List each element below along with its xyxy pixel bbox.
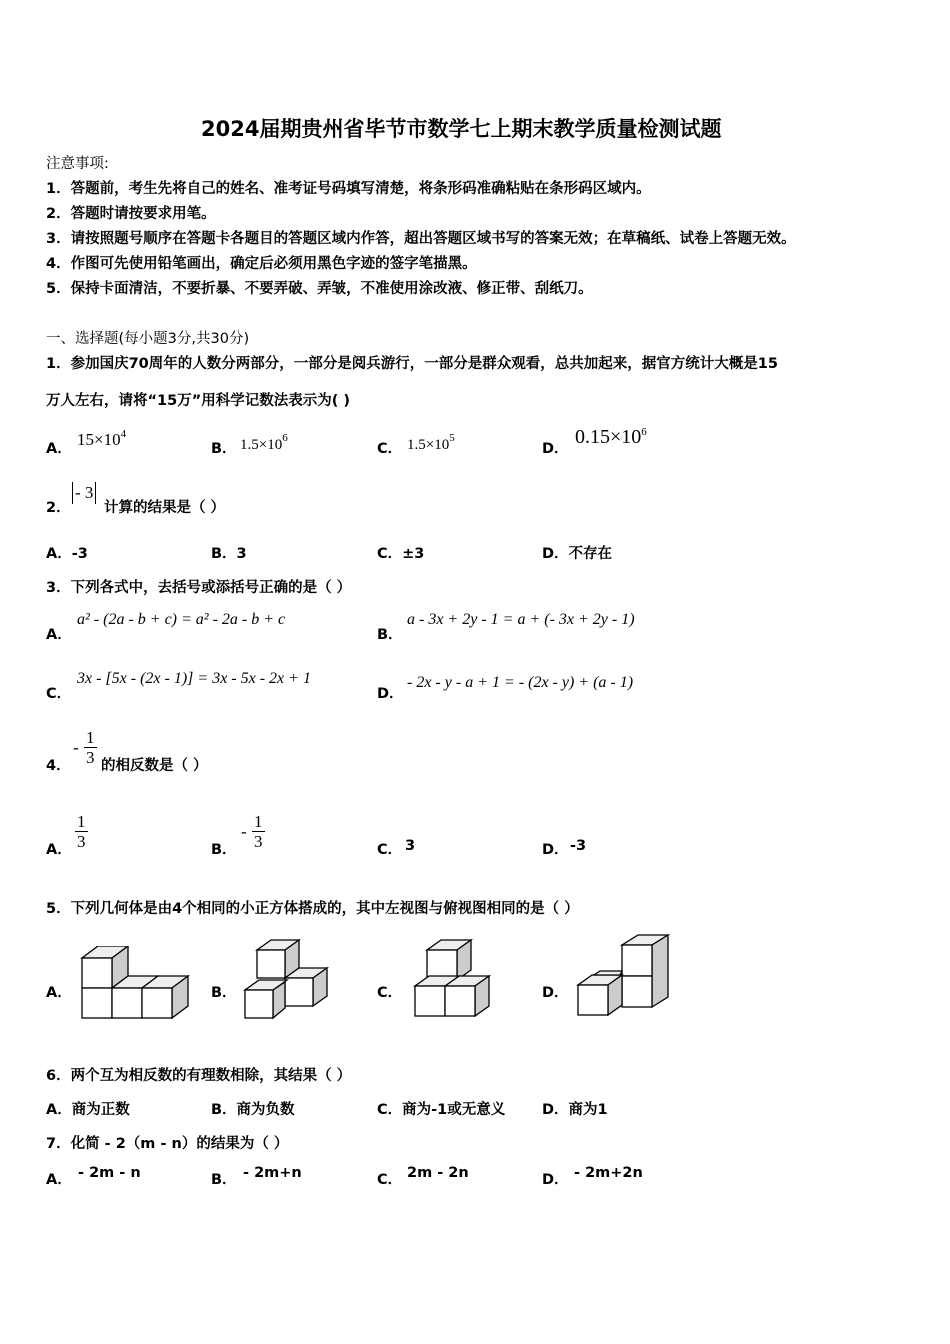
q4-frac-denominator: 3 — [86, 748, 95, 767]
q2-option-b: B．3 — [211, 546, 247, 562]
q7-option-label: C． — [377, 1172, 403, 1188]
q6-option-d: D．商为1 — [542, 1102, 608, 1118]
q4-option-b-fraction: $\frac{1}{3}$ — [254, 812, 263, 851]
q4-number: 4． — [46, 758, 71, 774]
notice-item: 3．请按照题号顺序在答题卡各题目的答题区域内作答，超出答题区域书写的答案无效；在草稿纸、试卷上答题无效。 — [46, 231, 796, 247]
q2-option-a: A．-3 — [46, 546, 88, 562]
q4-option-d: -3 — [570, 838, 587, 854]
q4-stem: 的相反数是（ ） — [101, 758, 208, 774]
q5-option-label: B． — [211, 985, 237, 1001]
q4-option-a-fraction: $\frac{1}{3}$ — [77, 812, 86, 851]
q2-number: 2． — [46, 500, 71, 516]
q4-option-label: B． — [211, 842, 237, 858]
q5-stem: 5．下列几何体是由4个相同的小正方体搭成的，其中左视图与俯视图相同的是（ ） — [46, 901, 579, 917]
q3-option-label: A． — [46, 627, 72, 643]
q3-stem: 3．下列各式中，去括号或添括号正确的是（ ） — [46, 580, 352, 596]
q5-option-label: D． — [542, 985, 569, 1001]
q4-option-b-sign: - — [241, 822, 247, 841]
q7-option-d: - 2m+2n — [574, 1165, 643, 1181]
q1-stem-line2: 万人左右，请将“15万”用科学记数法表示为( ) — [46, 393, 351, 409]
notice-item: 4．作图可先使用铅笔画出，确定后必须用黑色字迹的签字笔描黑。 — [46, 256, 477, 272]
q4-option-label: D． — [542, 842, 569, 858]
q3-option-d: - 2x - y - a + 1 = - (2x - y) + (a - 1) — [407, 674, 634, 691]
q3-option-b: a - 3x + 2y - 1 = a + (- 3x + 2y - 1) — [407, 611, 635, 628]
notice-item: 5．保持卡面清洁，不要折暴、不要弄破、弄皱，不准使用涂改液、修正带、刮纸刀。 — [46, 281, 593, 297]
q2-abs-expression: - 3 — [72, 482, 96, 504]
q5-figure-c — [411, 936, 497, 1020]
q5-figure-b — [243, 936, 335, 1022]
q7-option-c: 2m - 2n — [407, 1165, 469, 1181]
q2-option-c: C．±3 — [377, 546, 425, 562]
notice-item: 2．答题时请按要求用笔。 — [46, 206, 216, 222]
q3-option-label: D． — [377, 686, 404, 702]
q5-option-label: A． — [46, 985, 72, 1001]
q1-option-d: $0.15\times 10^6$ — [575, 426, 647, 448]
q1-option-a: $15\times 10^4$ — [77, 428, 127, 449]
q4-option-c: 3 — [405, 838, 416, 854]
q4-minus-sign: - — [73, 738, 79, 757]
q5-figure-a — [78, 946, 198, 1024]
q1-option-label: B． — [211, 441, 237, 457]
q7-option-label: A． — [46, 1172, 72, 1188]
q1-option-b: $1.5\times 10^6$ — [240, 432, 288, 453]
q1-option-c: $1.5\times 10^5$ — [407, 432, 455, 453]
q4-frac-numerator: 1 — [86, 728, 95, 747]
q4-option-label: A． — [46, 842, 72, 858]
q6-option-c: C．商为-1或无意义 — [377, 1102, 506, 1118]
q3-option-c: 3x - [5x - (2x - 1)] = 3x - 5x - 2x + 1 — [77, 670, 311, 687]
section-heading: 一、选择题(每小题3分,共30分) — [46, 331, 250, 347]
page-title: 2024届期贵州省毕节市数学七上期末教学质量检测试题 — [201, 117, 722, 141]
q7-option-b: - 2m+n — [243, 1165, 302, 1181]
notice-heading: 注意事项: — [46, 156, 109, 172]
q7-option-label: D． — [542, 1172, 569, 1188]
q3-option-label: B． — [377, 627, 403, 643]
notice-item: 1．答题前，考生先将自己的姓名、准考证号码填写清楚，将条形码准确粘贴在条形码区域内。 — [46, 181, 651, 197]
q4-fraction — [84, 728, 97, 767]
q1-option-label: A． — [46, 441, 72, 457]
q1-option-label: D． — [542, 441, 569, 457]
q6-stem: 6．两个互为相反数的有理数相除，其结果（ ） — [46, 1068, 352, 1084]
q5-option-label: C． — [377, 985, 403, 1001]
q1-stem-line1: 1．参加国庆70周年的人数分两部分，一部分是阅兵游行，一部分是群众观看，总共加起来，据官方统计大概是15 — [46, 356, 778, 372]
q1-option-label: C． — [377, 441, 403, 457]
q4-option-label: C． — [377, 842, 403, 858]
q2-option-d: D．不存在 — [542, 546, 613, 562]
q7-stem: 7．化简 - 2（m - n）的结果为（ ） — [46, 1136, 289, 1152]
q3-option-a: a² - (2a - b + c) = a² - 2a - b + c — [77, 611, 286, 628]
q7-option-label: B． — [211, 1172, 237, 1188]
q5-figure-d — [574, 933, 674, 1019]
q6-option-a: A．商为正数 — [46, 1102, 130, 1118]
q2-stem: 计算的结果是（ ） — [104, 500, 226, 516]
q6-option-b: B．商为负数 — [211, 1102, 295, 1118]
q3-option-label: C． — [46, 686, 72, 702]
q7-option-a: - 2m - n — [78, 1165, 141, 1181]
